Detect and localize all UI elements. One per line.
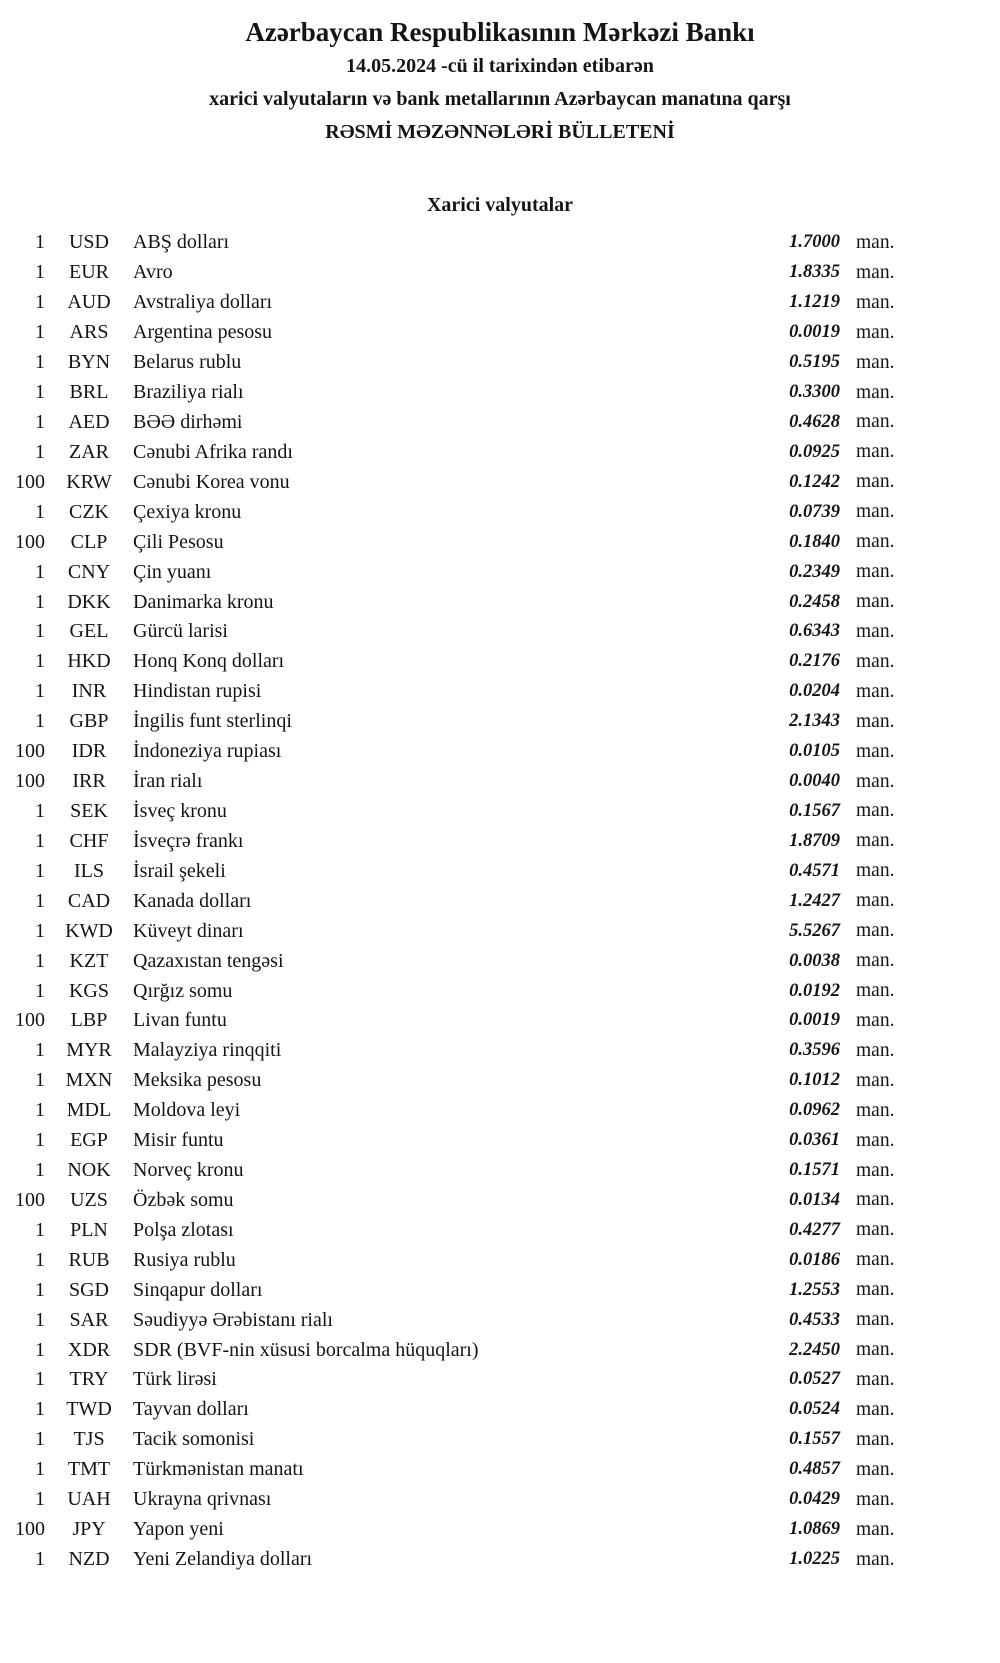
row-name: Yapon yeni [133,1518,224,1541]
row-name: İsveçrə frankı [133,829,244,852]
row-unit: man. [856,591,895,613]
row-code: SGD [68,1278,109,1301]
row-rate: 0.4628 [789,411,840,432]
row-unit: man. [856,1129,895,1151]
row-quantity: 1 [35,1338,45,1361]
currency-row [0,1215,1000,1245]
row-code: AED [68,410,110,433]
row-name: SDR (BVF-nin xüsusi borcalma hüquqları) [133,1338,479,1361]
row-name: Yeni Zelandiya dolları [133,1548,313,1571]
row-unit: man. [856,650,895,672]
currency-row [0,348,1000,378]
row-rate: 1.2427 [789,890,840,911]
row-code: DKK [67,590,111,613]
currency-row [0,1096,1000,1126]
row-quantity: 1 [35,1069,45,1092]
row-quantity: 1 [35,1218,45,1241]
row-unit: man. [856,860,895,882]
currency-row [0,318,1000,348]
row-unit: man. [856,800,895,822]
row-code: ZAR [69,440,109,463]
row-rate: 0.0925 [789,441,840,462]
row-rate: 1.7000 [789,232,840,253]
row-name: Meksika pesosu [133,1069,262,1092]
row-name: Qazaxıstan tengəsi [133,949,284,972]
row-unit: man. [856,1368,895,1390]
currency-row [0,1485,1000,1515]
currency-row [0,1395,1000,1425]
row-code: BYN [67,351,111,374]
currency-row [0,1156,1000,1186]
row-rate: 0.1567 [789,800,840,821]
row-code: MXN [65,1069,113,1092]
row-code: KZT [69,949,109,972]
row-rate: 1.8709 [789,830,840,851]
currency-row [0,707,1000,737]
row-quantity: 1 [35,979,45,1002]
currency-row [0,886,1000,916]
currency-row [0,976,1000,1006]
row-unit: man. [856,830,895,852]
currency-row [0,946,1000,976]
row-rate: 0.1571 [789,1160,840,1181]
row-name: Misir funtu [133,1129,224,1152]
row-rate: 0.0040 [789,771,840,792]
row-unit: man. [856,1159,895,1181]
row-unit: man. [856,920,895,942]
row-unit: man. [856,980,895,1001]
row-unit: man. [856,1488,895,1510]
currency-row [0,647,1000,677]
row-quantity: 1 [35,949,45,972]
row-unit: man. [856,351,895,373]
row-code: JPY [72,1518,106,1541]
row-name: İndoneziya rupiası [133,740,282,763]
row-code: KGS [68,979,109,1002]
row-name: Gürcü larisi [133,620,228,643]
row-rate: 0.0038 [789,950,840,971]
currency-row [0,1186,1000,1216]
row-unit: man. [856,321,895,343]
row-code: AUD [67,291,111,314]
currency-row [0,587,1000,617]
row-unit: man. [856,950,895,972]
row-code: UZS [70,1188,108,1211]
row-code: SAR [69,1308,109,1331]
row-code: UAH [67,1488,111,1511]
row-quantity: 1 [35,261,45,284]
row-rate: 0.6343 [789,621,840,642]
row-unit: man. [856,231,895,253]
row-rate: 0.5195 [789,352,840,373]
currency-row [0,228,1000,258]
row-name: Livan funtu [133,1009,227,1032]
currency-row [0,1066,1000,1096]
row-quantity: 1 [35,1099,45,1122]
row-name: Sinqapur dolları [133,1278,263,1301]
row-unit: man. [856,381,895,403]
row-rate: 0.1242 [789,471,840,492]
row-quantity: 100 [15,1009,45,1032]
row-unit: man. [856,561,895,583]
row-rate: 0.0527 [789,1369,840,1390]
row-quantity: 1 [35,1308,45,1331]
row-name: BƏƏ dirhəmi [133,410,243,433]
row-name: Hindistan rupisi [133,680,262,703]
row-name: Tacik somonisi [133,1428,255,1451]
row-rate: 0.0105 [789,741,840,762]
row-unit: man. [856,501,895,523]
row-unit: man. [856,680,895,702]
row-quantity: 1 [35,859,45,882]
currency-row [0,916,1000,946]
row-name: ABŞ dolları [133,231,230,254]
subtitle-line: xarici valyutaların və bank metallarının Azərbaycan manatına qarşı [209,88,791,110]
row-rate: 0.0962 [789,1100,840,1121]
row-rate: 0.0192 [789,980,840,1001]
row-rate: 0.3300 [789,382,840,403]
currency-row [0,1515,1000,1545]
row-quantity: 1 [35,440,45,463]
row-name: Çexiya kronu [133,500,242,523]
row-unit: man. [856,1339,895,1361]
row-unit: man. [856,1518,895,1540]
row-quantity: 100 [15,1188,45,1211]
currency-table [0,228,1000,1574]
row-code: IRR [72,770,106,793]
row-rate: 0.0019 [789,322,840,343]
row-quantity: 1 [35,650,45,673]
currency-row [0,1275,1000,1305]
row-quantity: 100 [15,1518,45,1541]
row-code: USD [68,231,109,254]
currency-row [0,1545,1000,1575]
row-name: Cənubi Korea vonu [133,470,290,493]
row-unit: man. [856,710,895,732]
row-name: Çin yuanı [133,560,212,583]
row-code: ARS [69,321,109,344]
row-rate: 0.0186 [789,1249,840,1270]
row-rate: 0.0739 [789,501,840,522]
row-code: XDR [67,1338,111,1361]
currency-row [0,856,1000,886]
row-rate: 0.1840 [789,531,840,552]
row-name: Ukrayna qrivnası [133,1488,272,1511]
row-name: Türkmənistan manatı [133,1458,304,1481]
row-code: CNY [67,560,111,583]
row-rate: 0.0204 [789,681,840,702]
row-quantity: 1 [35,620,45,643]
row-name: Səudiyyə Ərəbistanı rialı [133,1308,333,1331]
row-rate: 1.0225 [789,1549,840,1570]
row-unit: man. [856,770,895,792]
row-rate: 1.8335 [789,262,840,283]
row-code: GBP [69,710,109,733]
row-name: İngilis funt sterlinqi [133,710,292,733]
row-unit: man. [856,1279,895,1301]
currency-row [0,1245,1000,1275]
row-name: Kanada dolları [133,889,252,912]
row-quantity: 1 [35,799,45,822]
row-code: NOK [67,1159,111,1182]
row-unit: man. [856,1219,895,1241]
row-rate: 2.1343 [789,711,840,732]
row-rate: 0.4277 [789,1219,840,1240]
row-name: Çili Pesosu [133,530,224,553]
row-unit: man. [856,471,895,493]
row-name: Belarus rublu [133,351,242,374]
bank-title: Azərbaycan Respublikasının Mərkəzi Bankı [245,17,755,47]
row-unit: man. [856,1428,895,1450]
currency-row [0,1006,1000,1036]
bulletin-title: RƏSMİ MƏZƏNNƏLƏRİ BÜLLETENİ [325,121,675,143]
row-rate: 0.4571 [789,860,840,881]
currency-row [0,617,1000,647]
row-quantity: 1 [35,500,45,523]
row-code: HKD [67,650,111,673]
row-unit: man. [856,411,895,433]
row-unit: man. [856,1189,895,1211]
row-unit: man. [856,441,895,463]
row-name: Honq Konq dolları [133,650,285,673]
row-name: Polşa zlotası [133,1218,234,1241]
row-code: NZD [68,1548,110,1571]
row-rate: 0.3596 [789,1040,840,1061]
row-name: Küveyt dinarı [133,919,244,942]
row-quantity: 100 [15,470,45,493]
row-quantity: 1 [35,1458,45,1481]
row-quantity: 100 [15,530,45,553]
row-name: Qırğız somu [133,979,233,1002]
currency-row [0,826,1000,856]
row-rate: 0.2349 [789,561,840,582]
row-code: CLP [70,530,108,553]
row-name: İsrail şekeli [133,859,226,882]
row-unit: man. [856,740,895,762]
row-quantity: 1 [35,829,45,852]
row-name: Argentina pesosu [133,321,273,344]
row-unit: man. [856,1458,895,1480]
row-code: EUR [69,261,109,284]
row-quantity: 1 [35,1398,45,1421]
row-quantity: 100 [15,770,45,793]
row-unit: man. [856,1309,895,1331]
row-code: LBP [70,1009,108,1032]
row-code: BRL [69,381,109,404]
row-quantity: 1 [35,1159,45,1182]
row-rate: 0.2176 [789,651,840,672]
row-unit: man. [856,1039,895,1061]
currency-row [0,258,1000,288]
row-name: Türk lirəsi [133,1368,217,1391]
row-rate: 0.0361 [789,1130,840,1151]
currency-row [0,737,1000,767]
row-quantity: 1 [35,889,45,912]
currency-row [0,1305,1000,1335]
currency-row [0,1036,1000,1066]
row-rate: 1.2553 [789,1279,840,1300]
row-code: TJS [73,1428,105,1451]
row-rate: 0.0019 [789,1010,840,1031]
row-code: ILS [74,859,104,882]
currency-row [0,1425,1000,1455]
row-name: Tayvan dolları [133,1398,249,1421]
row-quantity: 1 [35,1278,45,1301]
currency-row [0,288,1000,318]
row-quantity: 1 [35,1368,45,1391]
currency-row [0,467,1000,497]
row-name: Malayziya rinqqiti [133,1039,282,1062]
currency-row [0,767,1000,797]
row-code: CAD [67,889,111,912]
row-code: INR [71,680,107,703]
row-name: Danimarka kronu [133,590,274,613]
row-rate: 0.2458 [789,591,840,612]
row-quantity: 1 [35,1428,45,1451]
currency-row [0,677,1000,707]
row-code: EGP [70,1129,108,1152]
row-quantity: 1 [35,1488,45,1511]
row-quantity: 1 [35,1248,45,1271]
row-code: CZK [69,500,109,523]
row-code: TRY [69,1368,109,1391]
row-unit: man. [856,1249,895,1271]
row-quantity: 1 [35,321,45,344]
currency-row [0,497,1000,527]
row-rate: 0.1557 [789,1429,840,1450]
row-rate: 0.0524 [789,1399,840,1420]
row-name: Avstraliya dolları [133,291,273,314]
row-unit: man. [856,620,895,642]
row-quantity: 1 [35,291,45,314]
row-quantity: 1 [35,410,45,433]
row-unit: man. [856,291,895,313]
row-name: Avro [133,261,173,284]
row-name: İran rialı [133,770,203,793]
row-quantity: 1 [35,710,45,733]
currency-row [0,437,1000,467]
row-code: KWD [65,919,113,942]
row-rate: 1.1219 [789,292,840,313]
row-code: KRW [66,470,112,493]
row-quantity: 1 [35,1548,45,1571]
row-unit: man. [856,531,895,553]
row-quantity: 1 [35,590,45,613]
row-rate: 2.2450 [789,1339,840,1360]
row-quantity: 1 [35,1039,45,1062]
currency-row [0,1365,1000,1395]
currency-row [0,1335,1000,1365]
row-rate: 0.4857 [789,1459,840,1480]
row-rate: 0.0134 [789,1189,840,1210]
row-quantity: 1 [35,351,45,374]
row-unit: man. [856,1398,895,1420]
currency-row [0,378,1000,408]
row-unit: man. [856,1099,895,1121]
row-quantity: 100 [15,740,45,763]
row-rate: 1.0869 [789,1519,840,1540]
row-rate: 5.5267 [789,920,840,941]
currency-row [0,527,1000,557]
currency-row [0,797,1000,827]
row-name: Cənubi Afrika randı [133,440,293,463]
currency-row [0,1126,1000,1156]
row-quantity: 1 [35,560,45,583]
row-rate: 0.0429 [789,1489,840,1510]
row-unit: man. [856,890,895,912]
row-name: Özbək somu [133,1188,234,1211]
currency-row [0,1455,1000,1485]
row-code: GEL [69,620,109,643]
row-name: Norveç kronu [133,1159,244,1182]
row-quantity: 1 [35,680,45,703]
currency-row [0,557,1000,587]
currency-row [0,408,1000,438]
row-name: Moldova leyi [133,1099,241,1122]
row-unit: man. [856,1548,895,1570]
row-name: İsveç kronu [133,799,227,822]
row-rate: 0.1012 [789,1070,840,1091]
row-code: MYR [66,1039,112,1062]
row-code: RUB [68,1248,110,1271]
row-unit: man. [856,261,895,283]
section-title-foreign-currencies: Xarici valyutalar [426,194,574,216]
row-rate: 0.4533 [789,1309,840,1330]
row-name: Rusiya rublu [133,1248,236,1271]
row-code: MDL [66,1099,112,1122]
row-code: IDR [71,740,107,763]
row-unit: man. [856,1069,895,1091]
row-code: CHF [69,829,109,852]
row-code: SEK [70,799,108,822]
row-unit: man. [856,1009,895,1031]
row-name: Braziliya rialı [133,381,244,404]
effective-date-line: 14.05.2024 -cü il tarixindən etibarən [346,55,654,77]
row-quantity: 1 [35,919,45,942]
row-quantity: 1 [35,1129,45,1152]
row-quantity: 1 [35,381,45,404]
row-code: PLN [70,1218,108,1241]
row-code: TWD [66,1398,112,1421]
row-quantity: 1 [35,231,45,254]
row-code: TMT [67,1458,111,1481]
